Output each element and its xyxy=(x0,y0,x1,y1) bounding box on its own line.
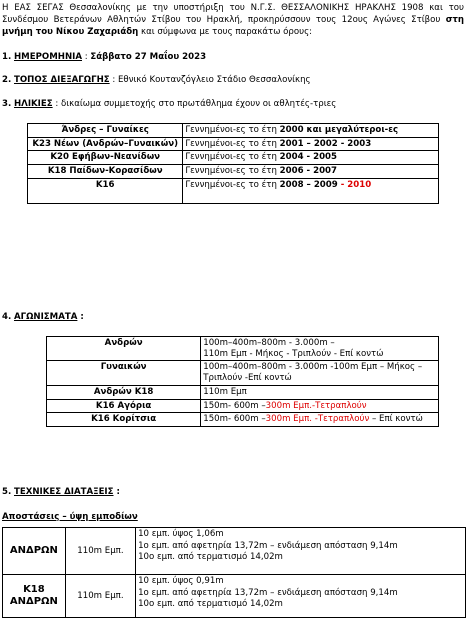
event-category: Ανδρών xyxy=(47,337,201,361)
table-row xyxy=(3,575,466,618)
intro-bold-text: στη μνήμη του Νίκου Ζαχαριάδη xyxy=(2,15,464,37)
ages-description: δικαίωμα συμμετοχής στο πρωτάθλημα έχουν οι αθλητές-τριες xyxy=(60,99,337,109)
section-venue: 2. ΤΟΠΟΣ ΔΙΕΞΑΓΩΓΗΣ : Εθνικό Κουτανζόγλειο Στάδιο Θεσσαλονίκης xyxy=(2,75,311,85)
table-row xyxy=(28,178,439,203)
section-title: ΗΛΙΚΙΕΣ xyxy=(13,99,53,109)
event-list: 100m–400m–800m - 3.000m -100m Εμπ – Μήκος – Τριπλούν -Επί κοντώ xyxy=(201,361,439,385)
age-years: Γεννημένοι-ες το έτη 2006 - 2007 xyxy=(183,165,439,179)
hurdles-subtitle: Αποστάσεις – ύψη εμποδίων xyxy=(2,512,138,522)
event-category: Κ16 Αγόρια xyxy=(47,399,201,413)
hurdles-event: 110m Εμπ. xyxy=(65,528,135,575)
age-category: Κ20 Εφήβων-Νεανίδων xyxy=(28,151,183,165)
event-category: Γυναικών xyxy=(47,361,201,385)
event-list: 150m- 600m –300m Εμπ. -Τετραπλούν – Επί κοντώ xyxy=(201,413,439,427)
section-title: ΑΓΩΝΙΣΜΑΤΑ xyxy=(13,312,78,322)
section-events: 4. ΑΓΩΝΙΣΜΑΤΑ : xyxy=(2,312,84,322)
event-list: 150m- 600m –300m Εμπ.-Τετραπλούν xyxy=(201,399,439,413)
hurdles-details: 10 εμπ. ύψος 1,06m 1o εμπ. από αφετηρία 13,72m – ενδιάμεση απόσταση 9,14m 10o εμπ. από τερματισμό 14,02m xyxy=(136,528,466,575)
age-years: Γεννημένοι-ες το έτη 2008 – 2009 - 2010 xyxy=(183,178,439,203)
events-table xyxy=(46,336,439,427)
hurdles-details: 10 εμπ. ύψος 0,91m 1o εμπ. από αφετηρία 13,72m – ενδιάμεση απόσταση 9,14m 10o εμπ. από τερματισμό 14,02m xyxy=(136,575,466,618)
section-ages: 3. ΗΛΙΚΙΕΣ : δικαίωμα συμμετοχής στο πρωτάθλημα έχουν οι αθλητές-τριες xyxy=(2,99,337,109)
table-row xyxy=(3,528,466,575)
age-years: Γεννημένοι-ες το έτη 2001 – 2002 - 2003 xyxy=(183,137,439,151)
venue-value: Εθνικό Κουτανζόγλειο Στάδιο Θεσσαλονίκης xyxy=(118,75,311,85)
table-row xyxy=(28,165,439,179)
event-category: Κ16 Κορίτσια xyxy=(47,413,201,427)
hurdles-table xyxy=(2,527,466,618)
intro-text: Η ΕΑΣ ΣΕΓΑΣ Θεσσαλονίκης με την υποστήριξη του Ν.Γ.Σ. ΘΕΣΣΑΛΟΝΙΚΗΣ ΗΡΑΚΛΗΣ 1908 και του Συνδέσμου Βετεράνων Αθλητών Στίβου του Ηρακλή, προκηρύσσουν τους 12ους Αγώνες Στίβου xyxy=(2,3,464,25)
table-row xyxy=(47,385,439,399)
section-title: ΤΕΧΝΙΚΕΣ ΔΙΑΤΑΞΕΙΣ xyxy=(13,487,114,497)
section-title: ΤΟΠΟΣ ΔΙΕΞΑΓΩΓΗΣ xyxy=(13,75,110,85)
section-technical: 5. ΤΕΧΝΙΚΕΣ ΔΙΑΤΑΞΕΙΣ : xyxy=(2,487,120,497)
age-category: Κ23 Νέων (Ανδρών–Γυναικών) xyxy=(28,137,183,151)
hurdles-event: 110m Εμπ. xyxy=(65,575,135,618)
section-title: ΗΜΕΡΟΜΗΝΙΑ xyxy=(13,52,82,62)
age-category: Κ16 xyxy=(28,178,183,203)
event-category: Ανδρών Κ18 xyxy=(47,385,201,399)
hurdles-category: ΑΝΔΡΩΝ xyxy=(3,528,66,575)
hurdles-category: Κ18 ΑΝΔΡΩΝ xyxy=(3,575,66,618)
table-row xyxy=(28,124,439,138)
age-category: Άνδρες – Γυναίκες xyxy=(28,124,183,138)
table-row xyxy=(47,337,439,361)
date-value: Σάββατο 27 Μαΐου 2023 xyxy=(90,52,207,62)
intro-paragraph xyxy=(2,2,464,38)
table-row xyxy=(47,361,439,385)
table-row xyxy=(47,413,439,427)
event-list: 110m Εμπ xyxy=(201,385,439,399)
section-date: 1. ΗΜΕΡΟΜΗΝΙΑ : Σάββατο 27 Μαΐου 2023 xyxy=(2,52,207,62)
table-row xyxy=(28,151,439,165)
table-row xyxy=(28,137,439,151)
table-row xyxy=(47,399,439,413)
age-category: Κ18 Παίδων-Κορασίδων xyxy=(28,165,183,179)
ages-table xyxy=(27,123,439,204)
intro-text-end: και σύμφωνα με τους παρακάτω όρους: xyxy=(138,27,313,37)
age-years: Γεννημένοι-ες το έτη 2004 - 2005 xyxy=(183,151,439,165)
event-list: 100m–400m–800m - 3.000m – 110m Εμπ - Μήκος - Τριπλούν - Επί κοντώ xyxy=(201,337,439,361)
age-years: Γεννημένοι-ες το έτη 2000 και μεγαλύτεροι-ες xyxy=(183,124,439,138)
